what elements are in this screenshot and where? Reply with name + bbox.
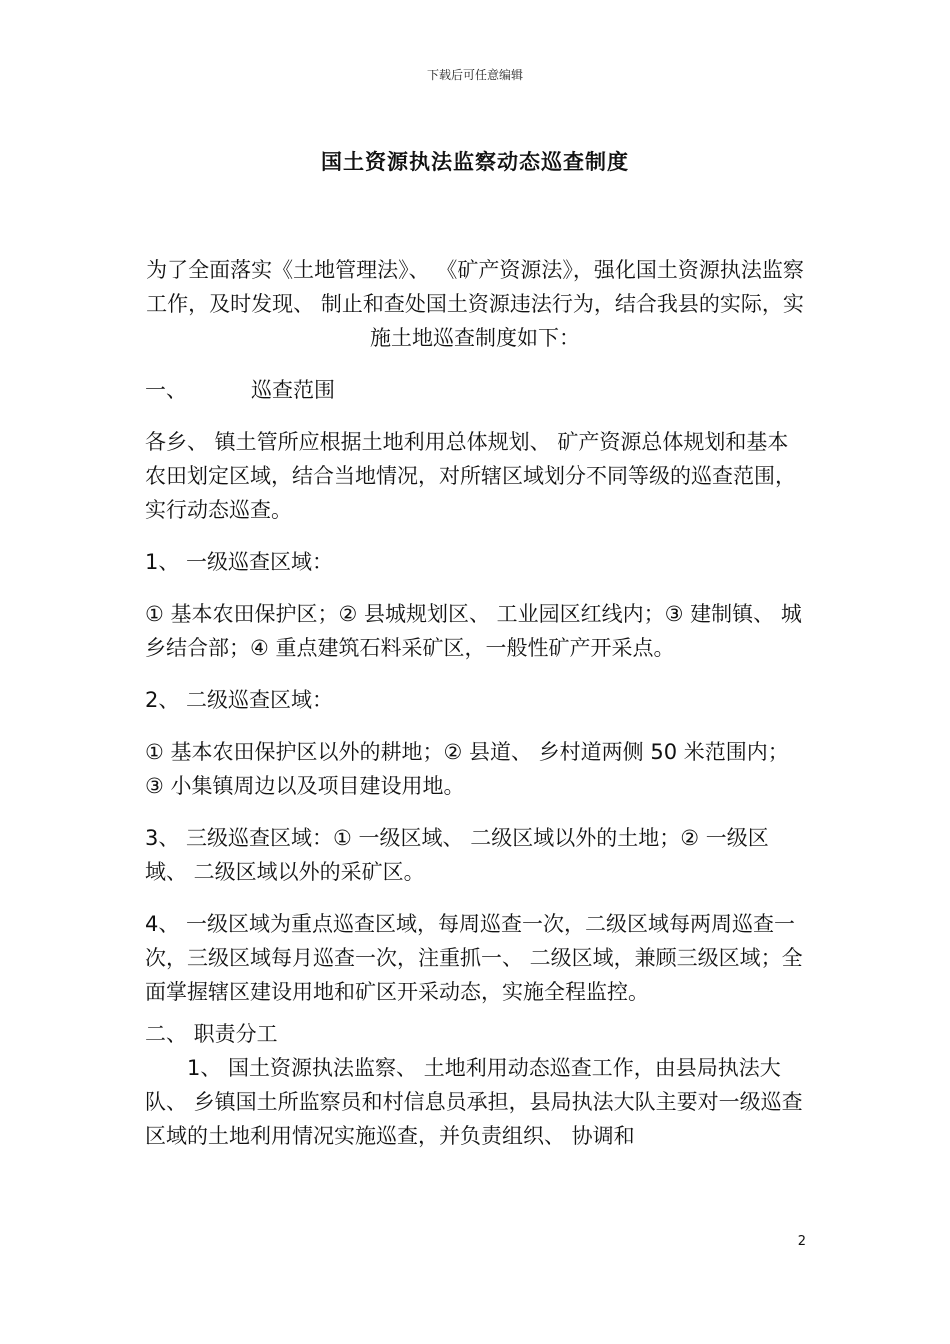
item-2-body: ① 基本农田保护区以外的耕地；② 县道、 乡村道两侧 50 米范围内；③ 小集镇周边以及项目建设用地。 (145, 740, 789, 798)
section-1-heading (145, 373, 805, 407)
document-title: 国土资源执法监察动态巡查制度 (321, 150, 629, 174)
item-1-label: 1、 一级巡查区域： (145, 550, 334, 574)
document-body (145, 253, 805, 1153)
section-1-number: 一、 (145, 378, 187, 402)
section-2-heading: 二、 职责分工 (145, 1022, 278, 1046)
item-3: 3、 三级巡查区域：① 一级区域、 二级区域以外的土地；② 一级区域、 二级区域以外的采矿区。 (145, 826, 769, 884)
header-note: 下载后可任意编辑 (426, 68, 523, 82)
section-1-paragraph: 各乡、 镇土管所应根据土地利用总体规划、 矿产资源总体规划和基本农田划定区域，结合当地情况，对所辖区域划分不同等级的巡查范围，实行动态巡查。 (145, 430, 796, 522)
section-2-paragraph-1: 1、 国土资源执法监察、 土地利用动态巡查工作，由县局执法大队、 乡镇国土所监察员和村信息员承担，县局执法大队主要对一级巡查区域的土地利用情况实施巡查，并负责组织、 协调和 (145, 1056, 803, 1148)
item-2-label: 2、 二级巡查区域： (145, 688, 334, 712)
page-number: 2 (797, 1234, 806, 1249)
section-1-title: 巡查范围 (251, 378, 335, 402)
item-1-body: ① 基本农田保护区；② 县城规划区、 工业园区红线内；③ 建制镇、 城乡结合部；④ 重点建筑石料采矿区，一般性矿产开采点。 (145, 602, 802, 660)
intro-paragraph: 为了全面落实《土地管理法》、 《矿产资源法》，强化国土资源执法监察工作，及时发现、 制止和查处国土资源违法行为，结合我县的实际，实施土地巡查制度如下： (146, 258, 804, 350)
item-4: 4、 一级区域为重点巡查区域，每周巡查一次，二级区域每两周巡查一次，三级区域每月巡查一次，注重抓一、 二级区域，兼顾三级区域；全面掌握辖区建设用地和矿区开采动态，实施全程监控。 (145, 912, 803, 1004)
